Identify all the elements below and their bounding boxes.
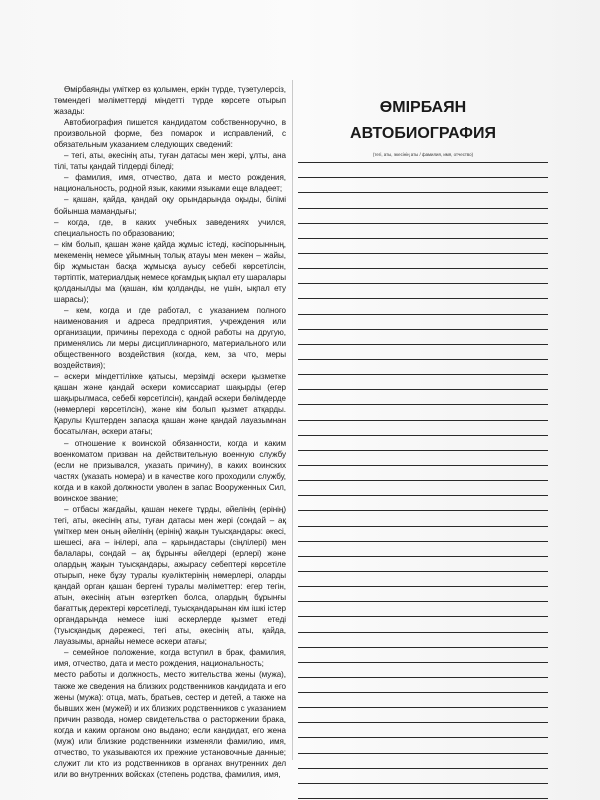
writing-line[interactable] (298, 542, 548, 557)
writing-line[interactable] (298, 527, 548, 542)
writing-line[interactable] (298, 224, 548, 239)
instruction-paragraph: Автобиография пишется кандидатом собственноручно, в произвольной форме, без помарок и исправлений, с обязательным указанием следующих сведений: (54, 118, 286, 150)
writing-line[interactable] (298, 360, 548, 375)
writing-line[interactable] (298, 405, 548, 420)
writing-line[interactable] (298, 648, 548, 663)
writing-line[interactable] (298, 602, 548, 617)
writing-line[interactable] (298, 299, 548, 314)
instruction-item: – фамилия, имя, отчество, дата и место рождения, национальность, родной язык, какими языками еще владеет; (54, 173, 286, 194)
instruction-item: – кем, когда и где работал, с указанием полного наименования и адреса предприятия, учреждения или организации, причины перехода с одной работы на другую, применялись ли меры дисциплинарного, материального или общественного воздействия (когда, кем, за что, меры воздействия); (54, 305, 286, 371)
form-title-ru: АВТОБИОГРАФИЯ (350, 125, 496, 142)
instructions-column (54, 84, 286, 780)
instruction-item: – семейное положение, когда вступил в брак, фамилия, имя, отчество, дата и место рождения, национальность; (54, 648, 286, 669)
writing-line[interactable] (298, 436, 548, 451)
writing-line[interactable] (298, 421, 548, 436)
writing-line[interactable] (298, 633, 548, 648)
writing-line[interactable] (298, 723, 548, 738)
instruction-item: – қашан, қайда, қандай оқу орындарында оқыды, білімі бойынша мамандығы; (54, 195, 286, 216)
instruction-paragraph: Өмірбаянды үміткер өз қолымен, еркін түрде, түзетулерсіз, төмендегі мәліметтерді міндетті түрде көрсете отырып жазады: (54, 85, 286, 117)
writing-line[interactable] (298, 148, 548, 163)
writing-line[interactable] (298, 663, 548, 678)
writing-line[interactable] (298, 193, 548, 208)
writing-line[interactable] (298, 496, 548, 511)
writing-line[interactable] (298, 587, 548, 602)
writing-line[interactable] (298, 693, 548, 708)
writing-line[interactable] (298, 178, 548, 193)
writing-line[interactable] (298, 315, 548, 330)
writing-line[interactable] (298, 466, 548, 481)
writing-line[interactable] (298, 254, 548, 269)
writing-line[interactable] (298, 617, 548, 632)
form-title-kz: ӨМІРБАЯН (379, 99, 467, 116)
writing-line[interactable] (298, 557, 548, 572)
column-divider (292, 80, 293, 760)
writing-line[interactable] (298, 209, 548, 224)
instruction-item: – отношение к воинской обязанности, когда и каким военкоматом призван на действительную военную службу (если не призывался, указать причину), в каких воинских частях (указать номера) и в качестве кого проходили службу, когда и в какой должности уволен в запас Вооруженных Сил, воинское звание; (54, 438, 286, 503)
writing-line[interactable] (298, 284, 548, 299)
instruction-item: – кім болып, қашан және қайда жұмыс істеді, кәсіпорынның, мекеменің немесе ұйымның толық атауы мен мекен – жайы, бір жұмыстан басқа жұмысқа ауысу себебі көрсетілсін, тәртіптік, материалдық немесе қоғамдық ықпал ету шаралары қолданылды ма (қашан, кім қолданды, не үшін, ықпал ету шарасы); (54, 239, 286, 304)
writing-line[interactable] (298, 163, 548, 178)
instruction-item: – отбасы жағдайы, қашан некеге тұрды, әйелінің (ерінің) тегі, аты, әкесінің аты, туған датасы мен жері (сондай – ақ үміткер мен оның әйелінің (ерінің) жақын туысқандары: әкесі, шешесі, аға – інілері, апа – қарындастары (сіңлілері) мен балалары, сондай – ақ бұрынғы әйелдері (ерлері) және олардың жақын туысқандары, ажырасу себептері көрсетіле отырып, неке бұзу туралы куәліктерінің нөмерлері, оларды қандай орган қашан бергені туралы мәліметтер: егер тегін, атын, әкесінің атын өзгертken болса, олардың бұрынғы бағаттық деректері көрсетіледі, туысқандарынан кім ішкі істер органдарында немесе ішкі әскерлерде қызмет етеді (туысқандық дәрежесі, тегі аты, әкесінің аты, қайда, лауазымы, арнайы немесе әскери атағы; (54, 504, 286, 647)
writing-line[interactable] (298, 390, 548, 405)
writing-line[interactable] (298, 511, 548, 526)
form-column (298, 92, 548, 158)
writing-line[interactable] (298, 481, 548, 496)
instruction-item: – когда, где, в каких учебных заведениях учился, специальность по образованию; (54, 217, 286, 238)
writing-line[interactable] (298, 345, 548, 360)
writing-line[interactable] (298, 738, 548, 753)
instruction-item: место работы и должность, место жительства жены (мужа), также же сведения на близких родственников кандидата и его жены (мужа): отца, мать, братьев, сестер и детей, а также на бывших жен (мужей) и их близких родственников с указанием причин развода, номер свидетельства о расторжении брака, когда и каким органом оно выдано; если кандидат, его жена (муж) или близкие родственники изменяли фамилию, имя, отчество, то указываются их прежние установочные данные; служит ли кто из родственников в органах внутренних дел или во внутренних войсках (степень родства, фамилия, имя, (54, 670, 286, 779)
writing-line[interactable] (298, 572, 548, 587)
instruction-item: – тегі, аты, әкесінің аты, туған датасы мен жері, ұлты, ана тілі, таты қандай тілдерді біледі; (54, 151, 286, 172)
name-caption: (тегі, аты, әкесінің аты / фамилия, имя, отчество) (372, 152, 474, 157)
writing-line[interactable] (298, 269, 548, 284)
writing-line[interactable] (298, 678, 548, 693)
writing-line[interactable] (298, 754, 548, 769)
writing-line[interactable] (298, 451, 548, 466)
instruction-item: – әскери міндеттілікке қатысы, мерзімді әскери қызметке қашан және қандай әскери комиссариат шақырды (егер шақырылмаса, себебі көрсетілсін), қандай әскери бөлімдерде (нөмерлері көрсетілсін), және кім болып қызмет атқарды. Қарулы Күштерден запасқа қашан және қандай лауазымнан босатылған, әскери атағы; (54, 372, 286, 437)
writing-lines[interactable] (298, 148, 548, 799)
writing-line[interactable] (298, 330, 548, 345)
writing-line[interactable] (298, 769, 548, 784)
writing-line[interactable] (298, 708, 548, 723)
writing-line[interactable] (298, 239, 548, 254)
writing-line[interactable] (298, 375, 548, 390)
writing-line[interactable] (298, 784, 548, 799)
